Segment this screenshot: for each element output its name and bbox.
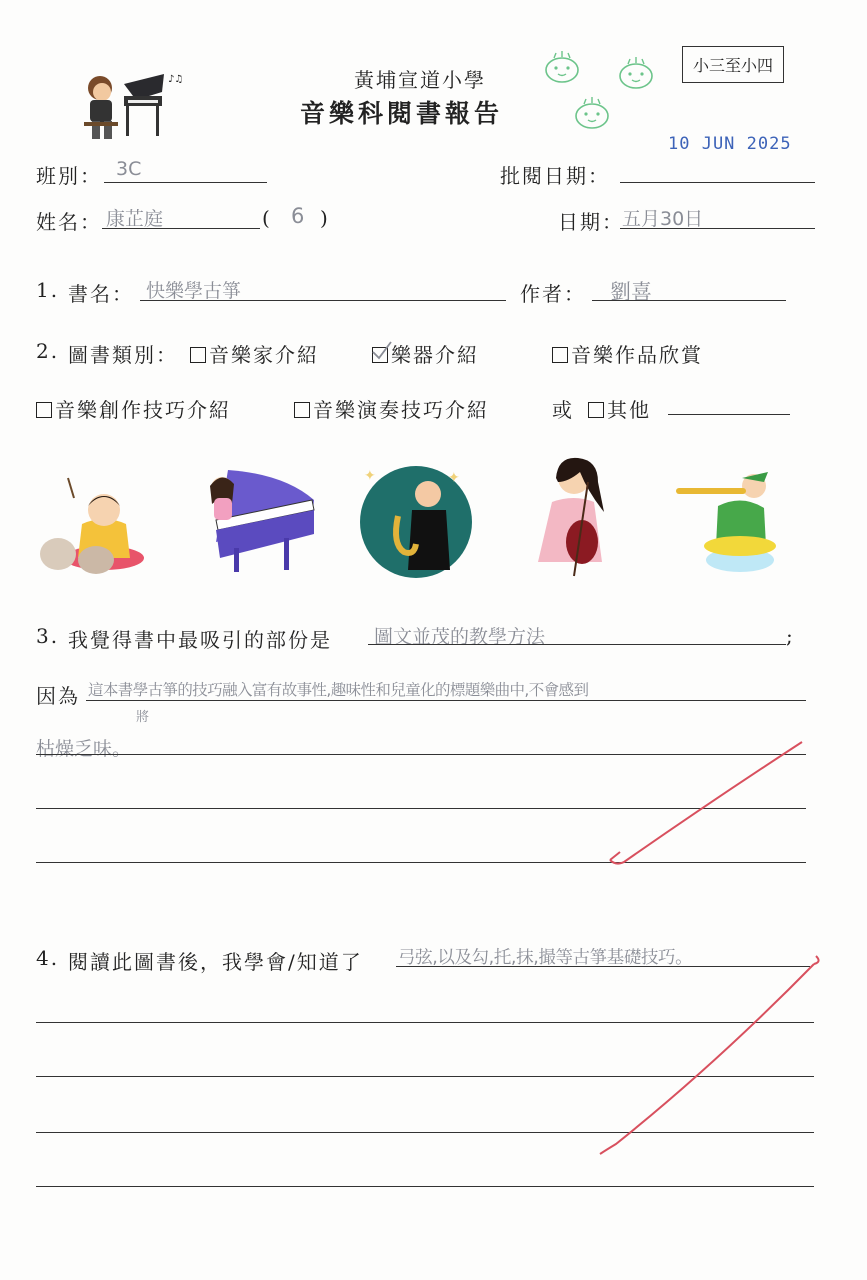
option-composition[interactable] (36, 394, 231, 423)
option-musician-label: 音樂家介紹 (209, 343, 319, 367)
other-line (668, 414, 790, 415)
checkbox-other[interactable] (588, 402, 604, 418)
checkbox-composition[interactable] (36, 402, 52, 418)
cello-player-illustration (528, 452, 618, 578)
date-stamp: 10 JUN 2025 (668, 134, 792, 154)
option-instrument[interactable] (372, 339, 479, 368)
date-line (620, 228, 815, 229)
chick-stamp (572, 96, 612, 130)
author-label: 作者： (520, 282, 586, 306)
checkbox-musician[interactable] (190, 347, 206, 363)
pencil-checkmark-icon (371, 340, 393, 362)
option-performance[interactable] (294, 394, 489, 423)
school-name: 黃埔宣道小學 (354, 68, 486, 92)
q4-number: 4. (36, 946, 60, 970)
answer-line-1 (86, 700, 806, 701)
because-line1: 這本書學古箏的技巧融入富有故事性,趣味性和兒童化的標題樂曲中,不會感到 (88, 681, 589, 699)
checkbox-instrument[interactable] (372, 347, 388, 363)
review-date-line (620, 182, 815, 183)
class-number: 6 (291, 204, 305, 228)
name-label: 姓名： (36, 210, 102, 234)
because-label: 因為 (36, 684, 80, 708)
page-title: 音樂科閱書報告 (300, 99, 504, 128)
svg-text:♪♫: ♪♫ (168, 74, 184, 85)
or-text: 或 (552, 398, 574, 422)
author-line (592, 300, 786, 301)
svg-text:✦: ✦ (364, 468, 376, 484)
checkbox-performance[interactable] (294, 402, 310, 418)
category-label: 圖書類別： (68, 343, 178, 367)
q3-end-mark: ; (786, 624, 795, 648)
flute-player-illustration (672, 458, 782, 578)
class-line (104, 182, 267, 183)
review-date-label: 批閱日期： (500, 164, 610, 188)
option-musician[interactable] (190, 339, 319, 368)
because-line2: 枯燥乏味。 (36, 738, 132, 760)
option-works-label: 音樂作品欣賞 (571, 343, 703, 367)
svg-text:✦: ✦ (448, 470, 460, 486)
checkbox-works[interactable] (552, 347, 568, 363)
q2-number: 2. (36, 339, 60, 363)
book-value: 快樂學古箏 (146, 280, 242, 302)
book-label: 書名： (68, 282, 134, 306)
q1-number: 1. (36, 278, 60, 302)
saxophone-player-illustration (356, 460, 476, 580)
q3-number: 3. (36, 624, 60, 648)
name-value: 康芷庭 (106, 208, 164, 230)
chick-stamp (542, 50, 582, 84)
q4-line-4 (36, 1186, 814, 1187)
q4-label: 閱讀此圖書後，我學會/知道了 (68, 950, 363, 974)
piano-player-illustration (194, 464, 320, 578)
author-value: 劉喜 (610, 280, 652, 304)
class-number-open: ( (262, 206, 272, 230)
option-other-label: 其他 (607, 398, 651, 422)
teacher-tick-mark (596, 954, 822, 1158)
option-instrument-label: 樂器介紹 (391, 343, 479, 367)
chick-stamp (616, 56, 656, 90)
drum-player-illustration (34, 474, 152, 582)
class-value: 3C (116, 158, 142, 180)
because-insert: 將 (136, 710, 150, 725)
name-line (102, 228, 260, 229)
book-line (140, 300, 506, 301)
option-other[interactable] (588, 394, 651, 423)
class-label: 班別： (36, 164, 102, 188)
class-number-close: ) (320, 206, 330, 230)
q3-answer-line (368, 644, 786, 645)
q3-label: 我覺得書中最吸引的部份是 (68, 628, 332, 652)
date-label: 日期： (558, 210, 624, 234)
grade-range-box: 小三至小四 (682, 46, 784, 83)
q3-answer: 圖文並茂的教學方法 (374, 626, 546, 648)
option-composition-label: 音樂創作技巧介紹 (55, 398, 231, 422)
teacher-tick-mark (600, 732, 810, 874)
option-works[interactable] (552, 339, 703, 368)
option-performance-label: 音樂演奏技巧介紹 (313, 398, 489, 422)
pianist-illustration (84, 66, 194, 148)
q4-answer: 弓弦,以及勾,托,抹,撮等古箏基礎技巧。 (398, 948, 693, 968)
date-value: 五月30日 (622, 208, 704, 230)
